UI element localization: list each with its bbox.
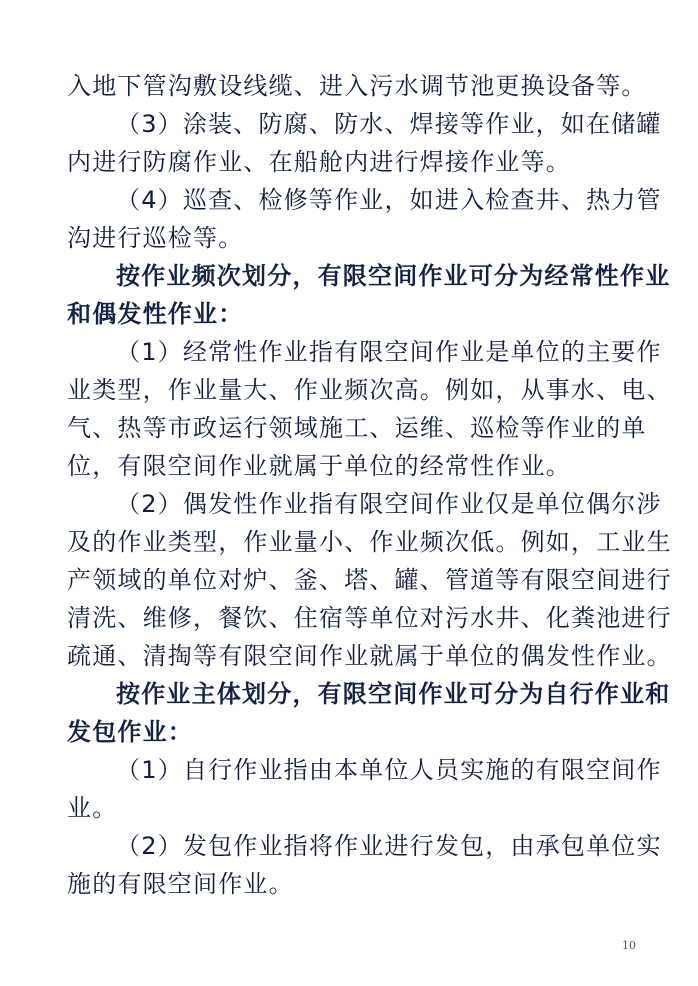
body-line: 产领域的单位对炉、釜、塔、罐、管道等有限空间进行 <box>67 566 672 594</box>
body-line: 疏通、清掏等有限空间作业就属于单位的偶发性作业。 <box>67 642 672 670</box>
section-heading-line: 按作业频次划分，有限空间作业可分为经常性作业 <box>116 262 671 290</box>
body-line: 位，有限空间作业就属于单位的经常性作业。 <box>67 452 571 480</box>
section-heading-line: 和偶发性作业： <box>67 300 244 328</box>
section-heading-line: 发包作业： <box>67 718 193 746</box>
body-line: 施的有限空间作业。 <box>67 870 294 898</box>
body-line: （2）偶发性作业指有限空间作业仅是单位偶尔涉 <box>116 490 662 518</box>
body-line: 入地下管沟敷设线缆、进入污水调节池更换设备等。 <box>67 72 647 100</box>
body-line: （1）自行作业指由本单位人员实施的有限空间作 <box>116 756 662 784</box>
body-line: （4）巡查、检修等作业，如进入检查井、热力管 <box>116 186 662 214</box>
body-line: 内进行防腐作业、在船舱内进行焊接作业等。 <box>67 148 571 176</box>
body-line: 及的作业类型，作业量小、作业频次低。例如，工业生 <box>67 528 672 556</box>
body-line: （2）发包作业指将作业进行发包，由承包单位实 <box>116 832 662 860</box>
body-line: 沟进行巡检等。 <box>67 224 244 252</box>
body-line: 业。 <box>67 794 118 822</box>
page-number: 10 <box>622 939 636 952</box>
body-line: 气、热等市政运行领域施工、运维、巡检等作业的单 <box>67 414 647 442</box>
body-line: （1）经常性作业指有限空间作业是单位的主要作 <box>116 338 662 366</box>
section-heading-line: 按作业主体划分，有限空间作业可分为自行作业和 <box>116 680 671 708</box>
body-line: 业类型，作业量大、作业频次高。例如，从事水、电、 <box>67 376 672 404</box>
body-line: 清洗、维修，餐饮、住宿等单位对污水井、化粪池进行 <box>67 604 672 632</box>
body-line: （3）涂装、防腐、防水、焊接等作业，如在储罐 <box>116 110 662 138</box>
